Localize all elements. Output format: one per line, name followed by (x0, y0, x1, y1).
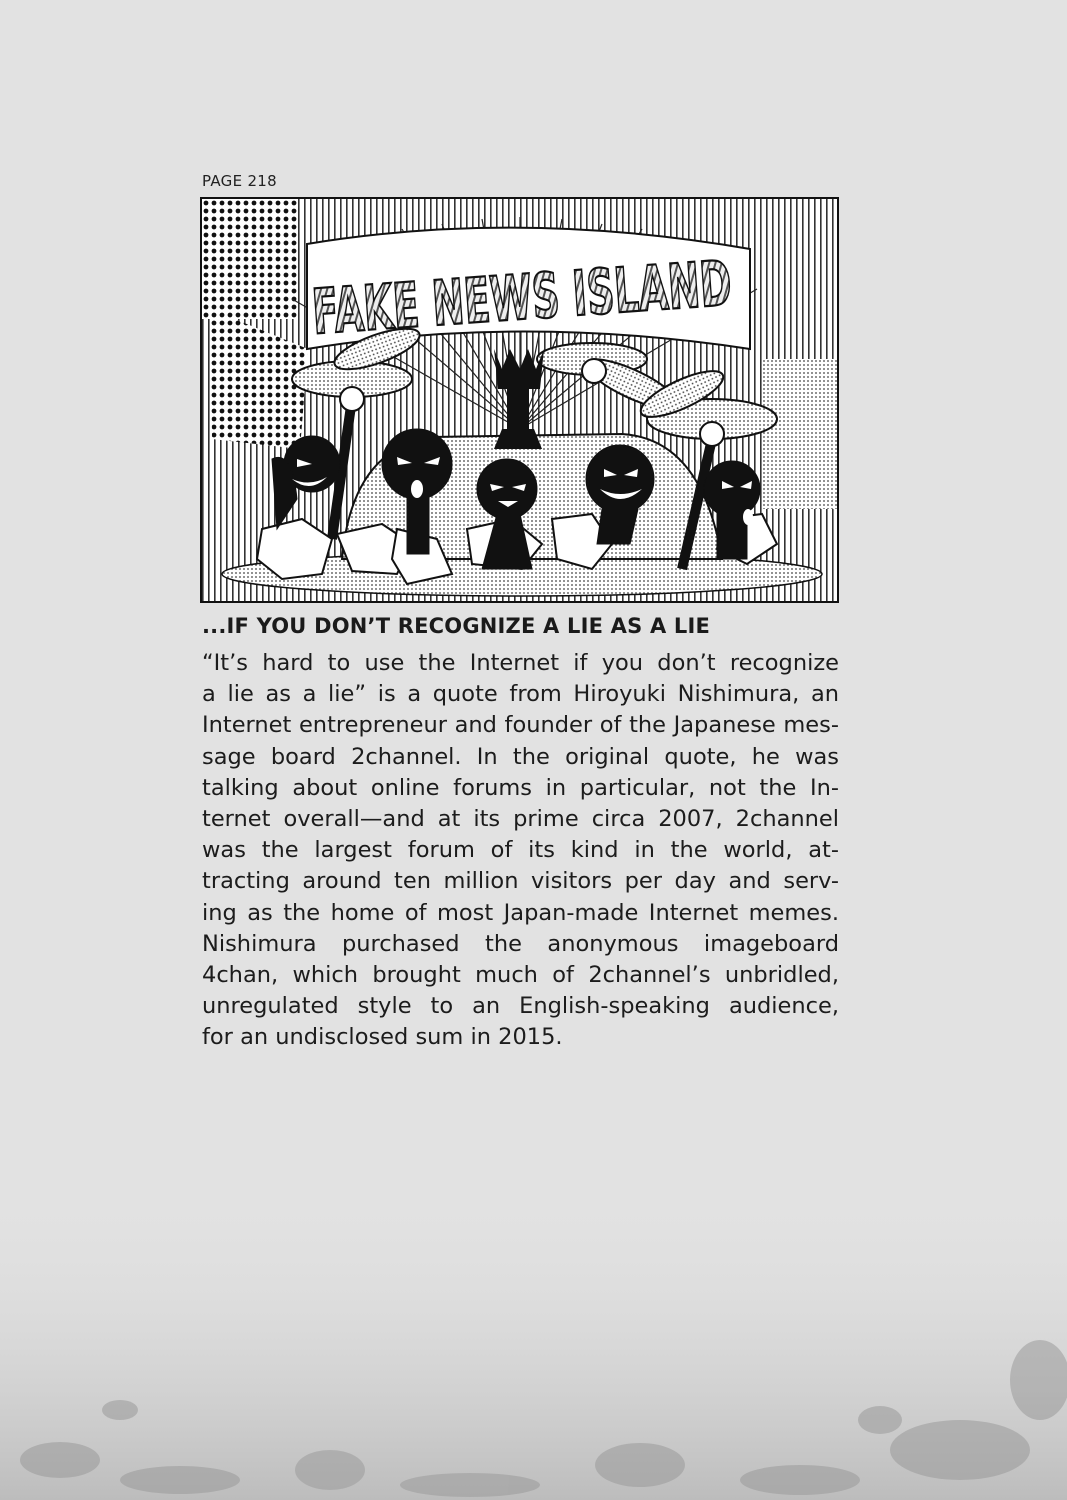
body-line: “It’s hard to use the Internet if you don’t recognize (202, 650, 839, 676)
body-line: for an undisclosed sum in 2015. (202, 1024, 563, 1051)
manga-illustration-panel (200, 197, 996, 603)
grunge-texture-footer (0, 1180, 1067, 1500)
body-line: Nishimura purchased the anonymous imageboard (202, 930, 839, 957)
body-line: ing as the home of most Japan-made Internet memes. (202, 899, 839, 926)
body-line: was the largest forum of its kind in the world, at- (202, 837, 839, 864)
halftone-block-top-left (202, 199, 297, 319)
body-line: Internet entrepreneur and founder of the Japanese mes- (202, 712, 839, 739)
halftone-block-right (762, 359, 837, 509)
body-line: talking about online forums in particular, not the In- (202, 774, 839, 801)
body-line: a lie as a lie” is a quote from Hiroyuki Nishimura, an (202, 681, 839, 708)
body-line: ternet overall—and at its prime circa 2007, 2channel (202, 805, 839, 832)
banner-text: FAKE NEWS ISLAND (309, 228, 996, 349)
article-heading: ...IF YOU DON’T RECOGNIZE A LIE AS A LIE (202, 614, 711, 638)
body-line: unregulated style to an English-speaking audience, (202, 993, 839, 1020)
fake-news-island-banner (307, 228, 996, 349)
page-number-label: PAGE 218 (202, 172, 277, 190)
body-line: tracting around ten million visitors per day and serv- (202, 868, 839, 895)
body-line: sage board 2channel. In the original quote, he was (202, 743, 839, 770)
article-body (202, 648, 839, 1053)
body-line: 4chan, which brought much of 2channel’s unbridled, (202, 961, 839, 988)
